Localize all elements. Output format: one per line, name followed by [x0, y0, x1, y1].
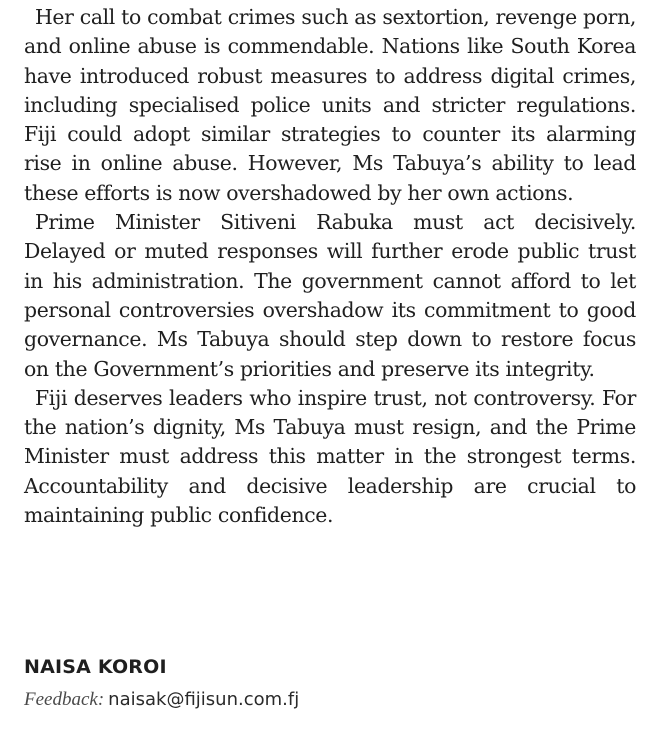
author-name: NAISA KOROI [24, 656, 167, 678]
article-paragraph: Prime Minister Sitiveni Rabuka must act decisively. Delayed or muted responses will further erode public trust in his administration. The government cannot afford to let personal controversies overshadow its commitment to good governance. Ms Tabuya should step down to restore focus on the Government’s priorities and preserve its integrity. [24, 210, 636, 381]
byline [24, 655, 624, 713]
feedback-label: Feedback: [24, 689, 105, 710]
article-paragraph: Her call to combat crimes such as sextortion, revenge porn, and online abuse is commendable. Nations like South Korea have introduced robust measures to address digital crimes, including specialised police units and stricter regulations. Fiji could adopt similar strategies to counter its alarming rise in online abuse. However, Ms Tabuya’s ability to lead these efforts is now overshadowed by her own actions. [24, 5, 636, 205]
feedback-email: naisak@fijisun.com.fj [108, 689, 300, 710]
feedback-line [24, 688, 624, 713]
article-paragraph: Fiji deserves leaders who inspire trust, not controversy. For the nation’s dignity, Ms Tabuya must resign, and the Prime Minister must address this matter in the strongest terms. Accountability and decisive leadership are crucial to maintaining public confidence. [24, 385, 636, 528]
article-body [24, 3, 636, 530]
